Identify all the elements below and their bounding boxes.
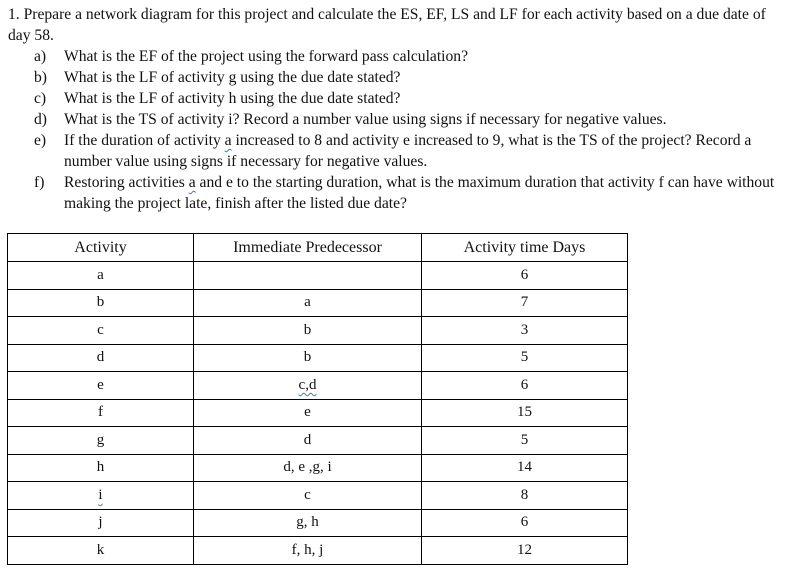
cell-predecessor bbox=[194, 372, 422, 400]
table-row bbox=[8, 427, 628, 455]
table-row bbox=[8, 482, 628, 510]
activity-table bbox=[7, 233, 628, 565]
table-row bbox=[8, 317, 628, 345]
sub-question-text: What is the LF of activity h using the due date stated? bbox=[64, 90, 401, 107]
text-segment: increased to 8 and activity e increased to 9, what is the TS of the project? Record a number value using signs if necessary for negative values. bbox=[64, 132, 752, 170]
cell-predecessor: c bbox=[194, 482, 422, 510]
cell-days: 6 bbox=[422, 262, 628, 290]
cell-activity: g bbox=[8, 427, 194, 455]
cell-predecessor: b bbox=[194, 317, 422, 345]
text-segment: If the duration of activity bbox=[64, 132, 225, 149]
cell-predecessor: e bbox=[194, 399, 422, 427]
cell-activity: j bbox=[8, 509, 194, 537]
sub-question-marker: d) bbox=[34, 111, 47, 128]
table-row bbox=[8, 454, 628, 482]
cell-days: 7 bbox=[422, 289, 628, 317]
sub-question-marker: f) bbox=[34, 174, 45, 191]
cell-predecessor: d, e ,g, i bbox=[194, 454, 422, 482]
cell-predecessor: a bbox=[194, 289, 422, 317]
sub-question-marker: e) bbox=[34, 132, 47, 149]
sub-question-d bbox=[34, 109, 784, 130]
cell-days: 8 bbox=[422, 482, 628, 510]
sub-question-text: What is the LF of activity g using the due date stated? bbox=[64, 69, 401, 86]
table-row bbox=[8, 289, 628, 317]
table-row bbox=[8, 372, 628, 400]
sub-question-f bbox=[34, 172, 784, 214]
sub-question-c bbox=[34, 88, 784, 109]
cell-days: 14 bbox=[422, 454, 628, 482]
sub-question-marker: b) bbox=[34, 69, 47, 86]
cell-activity: b bbox=[8, 289, 194, 317]
cell-days: 3 bbox=[422, 317, 628, 345]
cell-days: 12 bbox=[422, 537, 628, 565]
sub-question-a bbox=[34, 46, 784, 67]
sub-question-e bbox=[34, 130, 784, 172]
text-segment: and e to the starting duration, what is the maximum duration that activity f can have without making the project late, finish after the listed due date? bbox=[64, 174, 775, 212]
cell-activity: h bbox=[8, 454, 194, 482]
cell-activity: c bbox=[8, 317, 194, 345]
table-row bbox=[8, 344, 628, 372]
cell-activity: e bbox=[8, 372, 194, 400]
cell-days: 15 bbox=[422, 399, 628, 427]
question-intro: 1. Prepare a network diagram for this project and calculate the ES, EF, LS and LF for each activity based on a due date of day 58. bbox=[8, 6, 766, 44]
cell-days: 6 bbox=[422, 509, 628, 537]
sub-question-marker: c) bbox=[34, 90, 47, 107]
sub-question-b bbox=[34, 67, 784, 88]
cell-predecessor: g, h bbox=[194, 509, 422, 537]
sub-question-text: What is the EF of the project using the forward pass calculation? bbox=[64, 48, 469, 65]
sub-question-text bbox=[64, 130, 784, 172]
header-activity: Activity bbox=[8, 234, 194, 262]
table-row bbox=[8, 262, 628, 290]
cell-activity bbox=[8, 482, 194, 510]
table-row bbox=[8, 399, 628, 427]
cell-activity: k bbox=[8, 537, 194, 565]
spellcheck-underlined-word: c,d bbox=[298, 376, 317, 393]
sub-question-text bbox=[64, 172, 784, 214]
text-segment: Restoring activities bbox=[64, 174, 189, 191]
spellcheck-underlined-word: a bbox=[188, 174, 196, 191]
header-immediate-predecessor: Immediate Predecessor bbox=[194, 234, 422, 262]
sub-question-text: What is the TS of activity i? Record a number value using signs if necessary for negative values. bbox=[64, 111, 667, 128]
cell-predecessor: f, h, j bbox=[194, 537, 422, 565]
cell-days: 5 bbox=[422, 427, 628, 455]
cell-predecessor: b bbox=[194, 344, 422, 372]
cell-days: 6 bbox=[422, 372, 628, 400]
cell-activity: d bbox=[8, 344, 194, 372]
sub-question-marker: a) bbox=[34, 48, 47, 65]
header-activity-time: Activity time Days bbox=[422, 234, 628, 262]
table-header-row bbox=[8, 234, 628, 262]
table-row bbox=[8, 509, 628, 537]
sub-question-list bbox=[8, 46, 784, 214]
cell-activity: f bbox=[8, 399, 194, 427]
cell-days: 5 bbox=[422, 344, 628, 372]
cell-predecessor: d bbox=[194, 427, 422, 455]
spellcheck-underlined-word: i bbox=[98, 486, 103, 503]
cell-predecessor bbox=[194, 262, 422, 290]
spellcheck-underlined-word: a bbox=[224, 132, 232, 149]
cell-activity: a bbox=[8, 262, 194, 290]
table-row bbox=[8, 537, 628, 565]
question-block bbox=[8, 4, 784, 214]
